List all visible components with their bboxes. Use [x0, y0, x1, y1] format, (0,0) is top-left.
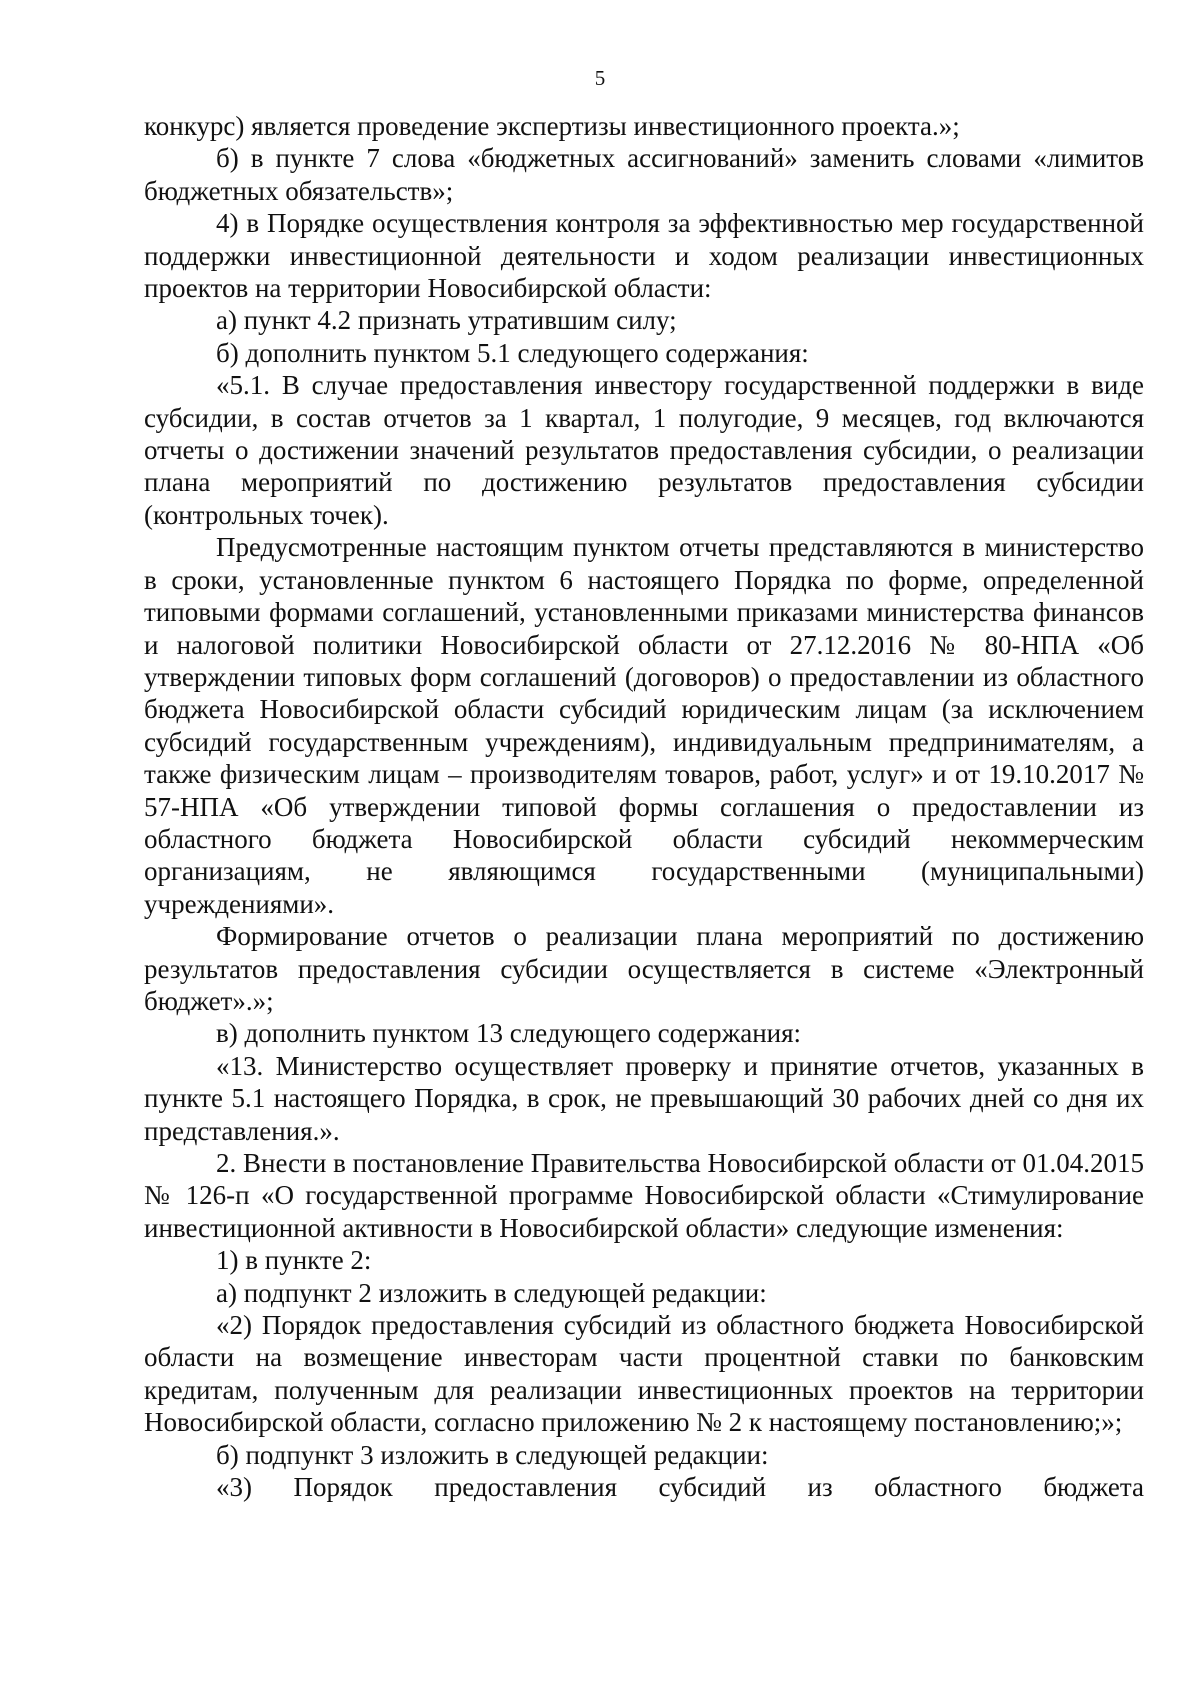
paragraph: «2) Порядок предоставления субсидий из областного бюджета Новосибирской области на возмещение инвесторам части процентной ставки по банковским кредитам, полученным для реализации инвестиционных проектов на территории Новосибирской области, согласно приложению № 2 к настоящему постановлению;»;: [144, 1310, 1144, 1438]
paragraph: в) дополнить пунктом 13 следующего содержания:: [216, 1018, 802, 1049]
paragraph: б) дополнить пунктом 5.1 следующего содержания:: [216, 337, 809, 368]
paragraph: а) пункт 4.2 признать утратившим силу;: [216, 305, 677, 336]
paragraph: 4) в Порядке осуществления контроля за эффективностью мер государственной поддержки инвестиционной деятельности и ходом реализации инвестиционных проектов на территории Новосибирской области:: [144, 208, 1144, 304]
paragraph: 2. Внести в постановление Правительства Новосибирской области от 01.04.2015 № 126-п «О государственной программе Новосибирской области «Стимулирование инвестиционной активности в Новосибирской области» следующие изменения:: [144, 1148, 1144, 1243]
paragraph: «13. Министерство осуществляет проверку и принятие отчетов, указанных в пункте 5.1 настоящего Порядка, в срок, не превышающий 30 рабочих дней со дня их представления.».: [144, 1050, 1144, 1146]
document-body: [144, 110, 1144, 1503]
paragraph: Формирование отчетов о реализации плана мероприятий по достижению результатов предоставления субсидии осуществляется в системе «Электронный бюджет».»;: [144, 921, 1144, 1016]
paragraph: 1) в пункте 2:: [216, 1245, 372, 1276]
paragraph: конкурс) является проведение экспертизы инвестиционного проекта.»;: [144, 111, 960, 141]
paragraph: б) в пункте 7 слова «бюджетных ассигнований» заменить словами «лимитов бюджетных обязательств»;: [144, 143, 1144, 206]
paragraph: а) подпункт 2 изложить в следующей редакции:: [216, 1277, 767, 1308]
paragraph: «3) Порядок предоставления субсидий из областного бюджета: [216, 1472, 1144, 1503]
paragraph: «5.1. В случае предоставления инвестору государственной поддержки в виде субсидии, в состав отчетов за 1 квартал, 1 полугодие, 9 месяцев, год включаются отчеты о достижении значений результатов предоставления субсидии, о реализации плана мероприятий по достижению результатов предоставления субсидии (контрольных точек).: [144, 370, 1144, 530]
page-number: 5: [594, 66, 606, 90]
paragraph: б) подпункт 3 изложить в следующей редакции:: [216, 1439, 769, 1470]
paragraph: Предусмотренные настоящим пунктом отчеты представляются в министерство в сроки, установленные пунктом 6 настоящего Порядка по форме, определенной типовыми формами соглашений, установленными приказами министерства финансов и налоговой политики Новосибирской области от 27.12.2016 № 80-НПА «Об утверждении типовых форм соглашений (договоров) о предоставлении из областного бюджета Новосибирской области субсидий юридическим лицам (за исключением субсидий государственным учреждениям), индивидуальным предпринимателям, а также физическим лицам – производителям товаров, работ, услуг» и от 19.10.2017 № 57-НПА «Об утверждении типовой формы соглашения о предоставлении из областного бюджета Новосибирской области субсидий некоммерческим организациям, не являющимся государственными (муниципальными) учреждениями».: [144, 532, 1144, 919]
